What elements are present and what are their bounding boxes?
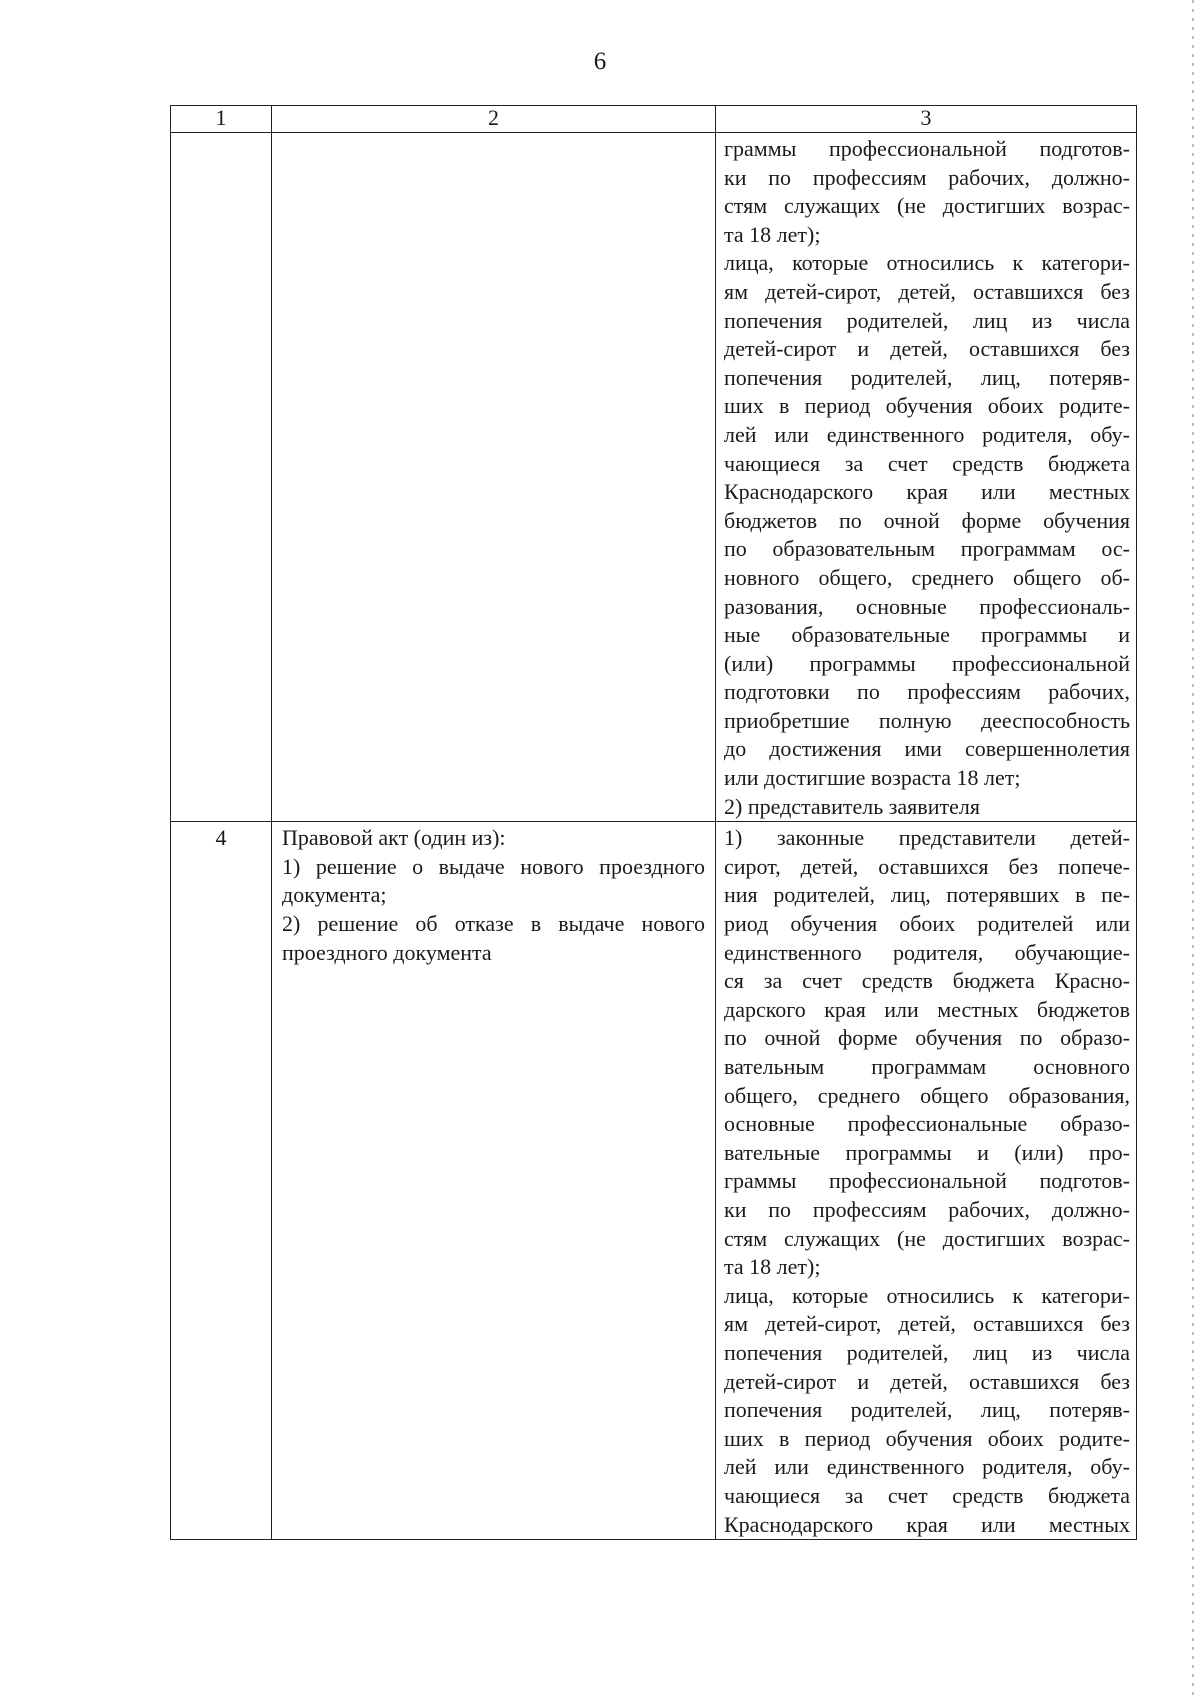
text-line: чающиеся за счет средств бюджета [724,1482,1130,1508]
text-line: ся за счет средств бюджета Красно- [724,968,1130,994]
text-line: ки по профессиям рабочих, должно- [724,1196,1130,1222]
column-header-2: 2 [272,106,716,133]
text-line: риод обучения обоих родителей или [724,911,1130,937]
text-line: граммы профессиональной подготов- [724,1168,1130,1194]
scan-edge-marks [1192,0,1194,1696]
text-line: та 18 лет); [724,221,821,247]
text-line: чающиеся за счет средств бюджета [724,450,1130,476]
text-line: та 18 лет); [724,1254,821,1280]
text-line: Правовой акт (один из): [282,825,506,851]
row-continued-number [171,133,272,822]
text-line: основные профессиональные образо- [724,1111,1130,1137]
row-continued-document [272,133,716,822]
text-line: бюджетов по очной форме обучения [724,507,1130,533]
text-line: приобретшие полную дееспособность [724,707,1130,733]
text-line: 1) решение о выдаче нового проездного [282,853,705,879]
text-line: единственного родителя, обучающие- [724,939,1130,965]
text-line: ших в период обучения обоих родите- [724,393,1130,419]
text-line: 2) решение об отказе в выдаче нового [282,911,705,937]
text-line: вательным программам основного [724,1054,1130,1079]
text-line: разования, основные профессиональ- [724,593,1130,619]
text-line: Краснодарского края или местных [724,1511,1130,1537]
text-line: или достигшие возраста 18 лет; [724,765,1021,791]
text-line: лица, которые относились к категори- [724,1282,1130,1308]
table-header-row [171,106,1137,133]
applicants-text-block [724,824,1130,1539]
text-line: ные образовательные программы и [724,622,1130,648]
text-line: общего, среднего общего образования, [724,1082,1130,1108]
row-4-document [272,822,716,1540]
text-line: детей-сирот и детей, оставшихся без [724,1368,1130,1394]
document-table [170,105,1137,1540]
text-line: стям служащих (не достигших возрас- [724,193,1130,219]
text-line: ния родителей, лиц, потерявших в пе- [724,882,1130,908]
text-line: Краснодарского края или местных [724,479,1130,505]
text-line: детей-сирот и детей, оставшихся без [724,336,1130,362]
text-line: ям детей-сирот, детей, оставшихся без [724,1311,1130,1337]
text-line: по очной форме обучения по образо- [724,1025,1130,1051]
table-row-continued [171,133,1137,822]
text-line: попечения родителей, лиц, потеряв- [724,1397,1130,1423]
text-line: до достижения ими совершеннолетия [724,736,1130,762]
text-line: лей или единственного родителя, обу- [724,1454,1130,1480]
column-header-1: 1 [171,106,272,133]
text-line: 2) представитель заявителя [724,793,980,819]
text-line: ки по профессиям рабочих, должно- [724,164,1130,190]
text-line: лица, которые относились к категори- [724,250,1130,276]
text-line: лей или единственного родителя, обу- [724,421,1130,447]
text-line: подготовки по профессиям рабочих, [724,679,1130,705]
table-row-4 [171,822,1137,1540]
column-header-3: 3 [716,106,1137,133]
text-line: попечения родителей, лиц из числа [724,1339,1130,1365]
text-line: сирот, детей, оставшихся без попече- [724,853,1130,879]
text-line: ших в период обучения обоих родите- [724,1425,1130,1451]
page-number: 6 [593,48,607,75]
text-line: граммы профессиональной подготов- [724,136,1130,161]
row-4-applicants [716,822,1137,1540]
applicants-text-block [724,135,1130,821]
text-line: новного общего, среднего общего об- [724,564,1130,590]
text-line: дарского края или местных бюджетов [724,996,1130,1022]
text-line: (или) программы профессиональной [724,650,1130,676]
row-4-number: 4 [171,822,272,1540]
text-line: по образовательным программам ос- [724,536,1130,562]
text-line: вательные программы и (или) про- [724,1139,1130,1165]
document-text-block [282,824,705,967]
text-line: документа; [282,882,387,908]
text-line: стям служащих (не достигших возрас- [724,1225,1130,1251]
row-continued-applicants [716,133,1137,822]
text-line: попечения родителей, лиц, потеряв- [724,364,1130,390]
text-line: 1) законные представители детей- [724,825,1130,851]
text-line: ям детей-сирот, детей, оставшихся без [724,278,1130,304]
text-line: попечения родителей, лиц из числа [724,307,1130,333]
text-line: проездного документа [282,939,492,965]
